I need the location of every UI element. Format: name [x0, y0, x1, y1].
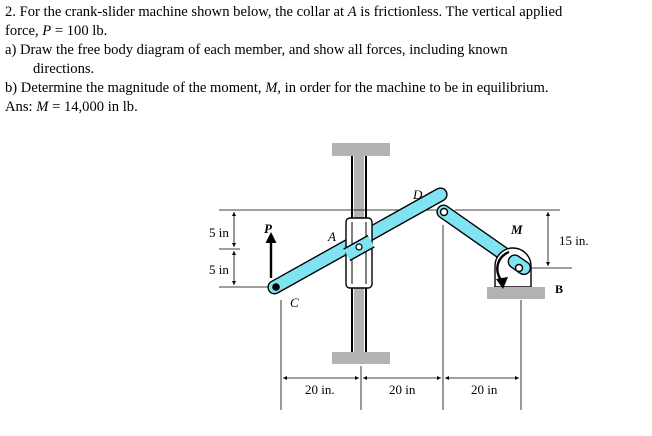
dim-bottom-1-label: 20 in. — [305, 382, 335, 397]
pin-a — [356, 244, 362, 250]
dim-bottom-3-label: 20 in — [471, 382, 498, 397]
label-m: M — [511, 222, 523, 237]
label-c: C — [290, 295, 299, 310]
pin-b — [516, 265, 523, 272]
dim-left-upper-label: 5 in — [209, 225, 229, 240]
label-d: D — [413, 187, 423, 202]
top-ground-block — [332, 143, 390, 156]
label-p: P — [264, 221, 272, 236]
problem-line-2: force, P = 100 lb. — [5, 23, 108, 39]
part-a: a) Draw the free body diagram of each member, and show all forces, including known directions. — [5, 42, 508, 77]
label-a: A — [328, 229, 336, 244]
dim-right-label: 15 in. — [559, 233, 589, 248]
point-c — [272, 283, 280, 291]
ground-b — [487, 287, 545, 299]
part-b: b) Determine the magnitude of the moment, M, in order for the machine to be in equilibrium. — [5, 80, 549, 96]
pin-d — [441, 209, 448, 216]
problem-line-1: 2. For the crank-slider machine shown below, the collar at A is frictionless. The vertical applied — [5, 4, 563, 20]
answer: Ans: M = 14,000 in lb. — [5, 99, 138, 115]
bottom-ground-block — [332, 352, 390, 364]
dim-left-lower-label: 5 in — [209, 262, 229, 277]
dim-bottom-2-label: 20 in — [389, 382, 416, 397]
label-b: B — [555, 282, 564, 296]
